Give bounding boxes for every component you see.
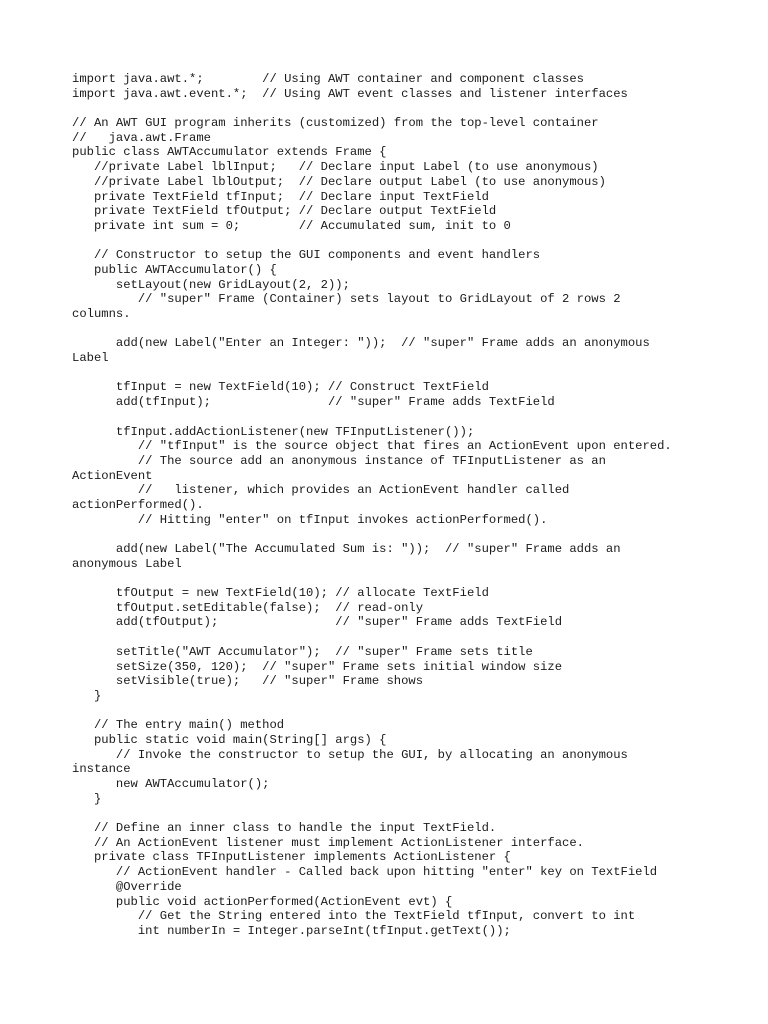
code-line: private TextField tfOutput; // Declare output TextField <box>72 204 497 219</box>
code-line: // "tfInput" is the source object that fires an ActionEvent upon entered. <box>72 439 672 454</box>
code-line <box>72 366 702 381</box>
code-line: tfOutput.setEditable(false); // read-only <box>72 600 424 615</box>
code-line: // listener, which provides an ActionEvent handler called <box>72 483 570 498</box>
code-line: public AWTAccumulator() { <box>72 262 277 277</box>
code-document <box>72 72 702 939</box>
code-line: Label <box>72 351 109 366</box>
code-line: add(tfOutput); // "super" Frame adds TextField <box>72 615 563 630</box>
code-line: // Get the String entered into the TextField tfInput, convert to int <box>72 909 636 924</box>
code-line: // Hitting "enter" on tfInput invokes actionPerformed(). <box>72 512 548 527</box>
code-line: setTitle("AWT Accumulator"); // "super" Frame sets title <box>72 644 533 659</box>
code-line: public static void main(String[] args) { <box>72 732 387 747</box>
code-line: } <box>72 791 102 806</box>
code-line: // The entry main() method <box>72 718 285 733</box>
code-line: private class TFInputListener implements ActionListener { <box>72 850 511 865</box>
code-line: // An ActionEvent listener must implement ActionListener interface. <box>72 835 584 850</box>
code-line <box>72 630 702 645</box>
code-line: // Constructor to setup the GUI components and event handlers <box>72 248 541 263</box>
code-line: tfInput.addActionListener(new TFInputListener()); <box>72 424 475 439</box>
code-line: setSize(350, 120); // "super" Frame sets initial window size <box>72 659 563 674</box>
code-line <box>72 101 702 116</box>
code-line: columns. <box>72 307 131 321</box>
code-line <box>72 527 702 542</box>
code-line: // Invoke the constructor to setup the GUI, by allocating an anonymous <box>72 747 628 762</box>
code-line: //private Label lblInput; // Declare input Label (to use anonymous) <box>72 160 599 175</box>
code-line: // java.awt.Frame <box>72 130 211 145</box>
code-line: //private Label lblOutput; // Declare output Label (to use anonymous) <box>72 174 606 189</box>
code-line: // Define an inner class to handle the input TextField. <box>72 821 497 836</box>
code-line: import java.awt.*; // Using AWT container and component classes <box>72 72 584 86</box>
code-line: // The source add an anonymous instance of TFInputListener as an <box>72 453 606 468</box>
code-line <box>72 234 702 249</box>
code-line: @Override <box>72 879 182 894</box>
code-line: private int sum = 0; // Accumulated sum, init to 0 <box>72 218 511 233</box>
code-line: tfInput = new TextField(10); // Construct TextField <box>72 380 489 395</box>
code-line: instance <box>72 762 131 777</box>
code-line: setLayout(new GridLayout(2, 2)); <box>72 277 350 292</box>
code-line: } <box>72 688 102 703</box>
code-line: ActionEvent <box>72 468 153 483</box>
code-line: import java.awt.event.*; // Using AWT event classes and listener interfaces <box>72 86 628 101</box>
code-line <box>72 410 702 425</box>
code-line: actionPerformed(). <box>72 497 204 512</box>
code-line: // An AWT GUI program inherits (customized) from the top-level container <box>72 116 599 131</box>
code-line <box>72 571 702 586</box>
code-line <box>72 806 702 821</box>
code-line: public void actionPerformed(ActionEvent evt) { <box>72 894 453 909</box>
code-line <box>72 704 702 719</box>
code-line: add(new Label("Enter an Integer: ")); // "super" Frame adds an anonymous <box>72 336 650 351</box>
code-block <box>72 72 702 939</box>
code-line: add(new Label("The Accumulated Sum is: ")); // "super" Frame adds an <box>72 542 621 556</box>
code-line: tfOutput = new TextField(10); // allocate TextField <box>72 586 489 601</box>
code-line: public class AWTAccumulator extends Frame { <box>72 145 387 160</box>
code-line: // ActionEvent handler - Called back upon hitting "enter" key on TextField <box>72 865 658 880</box>
code-line: setVisible(true); // "super" Frame shows <box>72 674 424 689</box>
code-line <box>72 322 702 337</box>
code-line: anonymous Label <box>72 556 182 571</box>
code-line: private TextField tfInput; // Declare input TextField <box>72 189 489 204</box>
code-line: add(tfInput); // "super" Frame adds TextField <box>72 395 555 410</box>
code-line: int numberIn = Integer.parseInt(tfInput.getText()); <box>72 923 511 938</box>
code-line: // "super" Frame (Container) sets layout to GridLayout of 2 rows 2 <box>72 292 621 307</box>
code-line: new AWTAccumulator(); <box>72 777 270 791</box>
